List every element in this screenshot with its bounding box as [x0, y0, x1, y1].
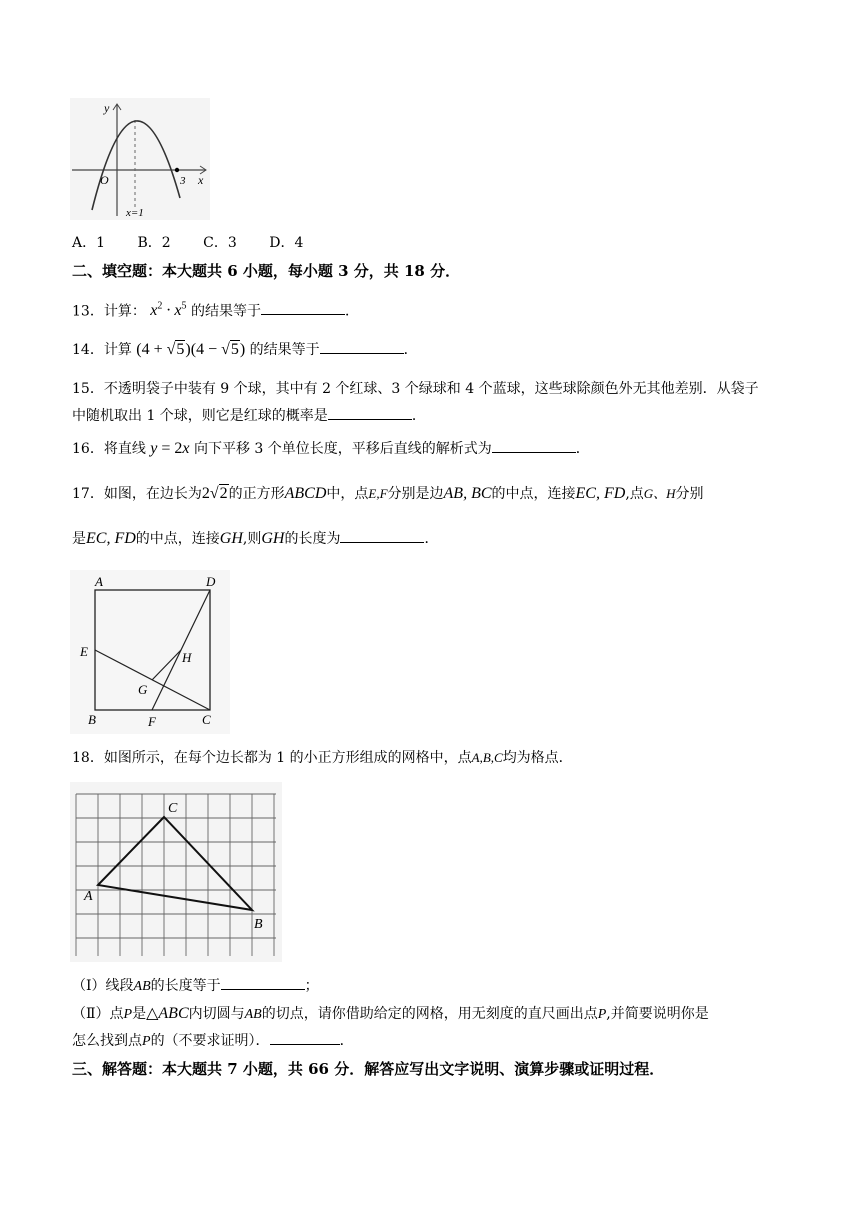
q18-p-2: P — [597, 1007, 607, 1022]
q17-gh-1: GH — [219, 530, 243, 547]
q14-answer-blank[interactable] — [320, 339, 404, 354]
q16-suffix: 向下平移 3 个单位长度，平移后直线的解析式为 — [193, 441, 492, 457]
parabola-point-label: 3 — [180, 175, 186, 187]
q13 — [72, 296, 359, 322]
q18-part2a: （Ⅱ）点 — [72, 1006, 124, 1022]
q15-line2-text: 中随机取出 1 个球，则它是红球的概率是 — [72, 408, 328, 424]
label-g: G — [138, 682, 148, 697]
q16-end: ． — [575, 441, 590, 457]
label-a: A — [95, 574, 103, 589]
q14-end: ． — [403, 342, 418, 358]
q17-p7: 分别 — [675, 486, 704, 502]
q15-answer-blank[interactable] — [328, 405, 412, 420]
q13-prefix: 13．计算： — [72, 303, 146, 320]
q18-answer-blank-2[interactable] — [270, 1030, 340, 1045]
q13-end: ． — [344, 303, 359, 320]
q12-options — [72, 232, 331, 254]
q17-side-length: 2√2 — [201, 485, 228, 502]
q17-square-name: ABCD — [284, 485, 327, 502]
q18-part1b: 的长度等于 — [150, 978, 221, 994]
q17-p1: 17．如图，在边长为 — [72, 486, 202, 502]
q18-part2e: ,并简要说明你是 — [606, 1006, 709, 1022]
label-grid-b: B — [254, 917, 263, 932]
q18-answer-blank-1[interactable] — [221, 975, 305, 990]
q18-line1-text: 18．如图所示，在每个边长都为 1 的小正方形组成的网格中，点 — [72, 750, 472, 766]
q17-p5: 的中点，连接 — [491, 486, 576, 502]
label-grid-c: C — [168, 801, 178, 816]
q17-l2a: 是 — [72, 531, 86, 547]
q18-part2b: 是 — [132, 1006, 147, 1022]
q18-part2-line1 — [72, 1003, 709, 1026]
q17-segments: EC, FD — [575, 485, 626, 502]
q17-l2d: 的长度为 — [284, 531, 341, 547]
q17-l2b: 的中点，连接 — [135, 531, 220, 547]
grid-figure — [70, 782, 282, 962]
q18-part2line2b: 的（不要求证明）． — [150, 1033, 270, 1049]
label-h: H — [182, 650, 192, 665]
q18-part2end: ． — [339, 1033, 354, 1049]
q16-equation: y = 2x — [150, 440, 190, 457]
q16-answer-blank[interactable] — [492, 438, 576, 453]
q18-part1 — [72, 975, 319, 998]
q17-answer-blank[interactable] — [340, 528, 424, 543]
option-d: D．4 — [269, 235, 304, 251]
q18-ab-2: AB — [244, 1007, 262, 1022]
option-a: A．1 — [72, 235, 106, 251]
q15-end: ． — [411, 408, 426, 424]
label-b: B — [88, 712, 96, 727]
square-figure — [70, 570, 230, 734]
q18-p-1: P — [123, 1007, 133, 1022]
q18-part1a: （Ⅰ）线段 — [72, 978, 134, 994]
q14-prefix: 14．计算 — [72, 342, 132, 358]
q16-prefix: 16．将直线 — [72, 441, 146, 457]
q13-answer-blank[interactable] — [261, 300, 345, 315]
label-d: D — [206, 574, 216, 589]
q17-sides: AB, BC — [443, 485, 492, 502]
q14 — [72, 339, 418, 361]
q18-part2-line2 — [72, 1030, 354, 1053]
q13-suffix: 的结果等于 — [190, 303, 261, 320]
q17-end: ． — [424, 531, 439, 547]
label-f: F — [148, 714, 156, 729]
q18-points: A,B,C — [471, 750, 503, 765]
q17-segments-2: EC, FD — [86, 530, 136, 547]
q17-p6: ,点 — [625, 486, 644, 502]
q18-p-3: P — [142, 1034, 151, 1049]
q18-part2d: 的切点，请你借助给定的网格，用无刻度的直尺画出点 — [261, 1006, 598, 1022]
label-e: E — [80, 644, 88, 659]
q17-p2: 的正方形 — [228, 486, 285, 502]
option-c: C．3 — [203, 235, 237, 251]
q18-line1 — [72, 747, 573, 769]
q15-line2 — [72, 405, 426, 427]
q13-expression: $x^2 \cdot x^5$ — [150, 301, 187, 320]
option-b: B．2 — [137, 235, 171, 251]
q18-line1b: 均为格点． — [502, 750, 573, 766]
q17-line1 — [72, 483, 704, 505]
q18-part1end: ； — [304, 978, 319, 994]
parabola-x-label: x — [198, 173, 204, 187]
label-c: C — [202, 712, 211, 727]
section3-title: 三、解答题：本大题共 7 小题，共 66 分．解答应写出文字说明、演算步骤或证明过程． — [72, 1060, 665, 1078]
q17-p3: 中，点 — [326, 486, 369, 502]
q14-suffix: 的结果等于 — [249, 342, 320, 358]
label-grid-a: A — [84, 889, 93, 904]
q18-part2c: 内切圆与 — [188, 1006, 245, 1022]
parabola-origin-label: O — [100, 173, 109, 187]
q14-expression: (4 + √5)(4 − √5) — [136, 341, 246, 358]
q18-part2line2: 怎么找到点 — [72, 1033, 142, 1049]
q17-points-ef: E,F — [368, 486, 388, 501]
parabola-axis-label: x=1 — [126, 207, 144, 219]
q17-l2c: ,则 — [242, 531, 262, 547]
parabola-y-label: y — [104, 101, 110, 115]
parabola-figure — [70, 98, 210, 220]
q17-p4: 分别是边 — [387, 486, 444, 502]
section2-title: 二、填空题：本大题共 6 小题，每小题 3 分，共 18 分． — [72, 262, 461, 280]
q16 — [72, 438, 590, 460]
q18-ab-1: AB — [133, 979, 151, 994]
q17-gh-2: GH — [261, 530, 285, 547]
q17-points-gh: G、H — [643, 486, 676, 501]
q15-line1: 15．不透明袋子中装有 9 个球，其中有 2 个红球、3 个绿球和 4 个蓝球，这些球除颜色外无其他差别．从袋子 — [72, 381, 759, 397]
q17-line2 — [72, 528, 438, 550]
q18-triangle: △ABC — [146, 1005, 189, 1022]
